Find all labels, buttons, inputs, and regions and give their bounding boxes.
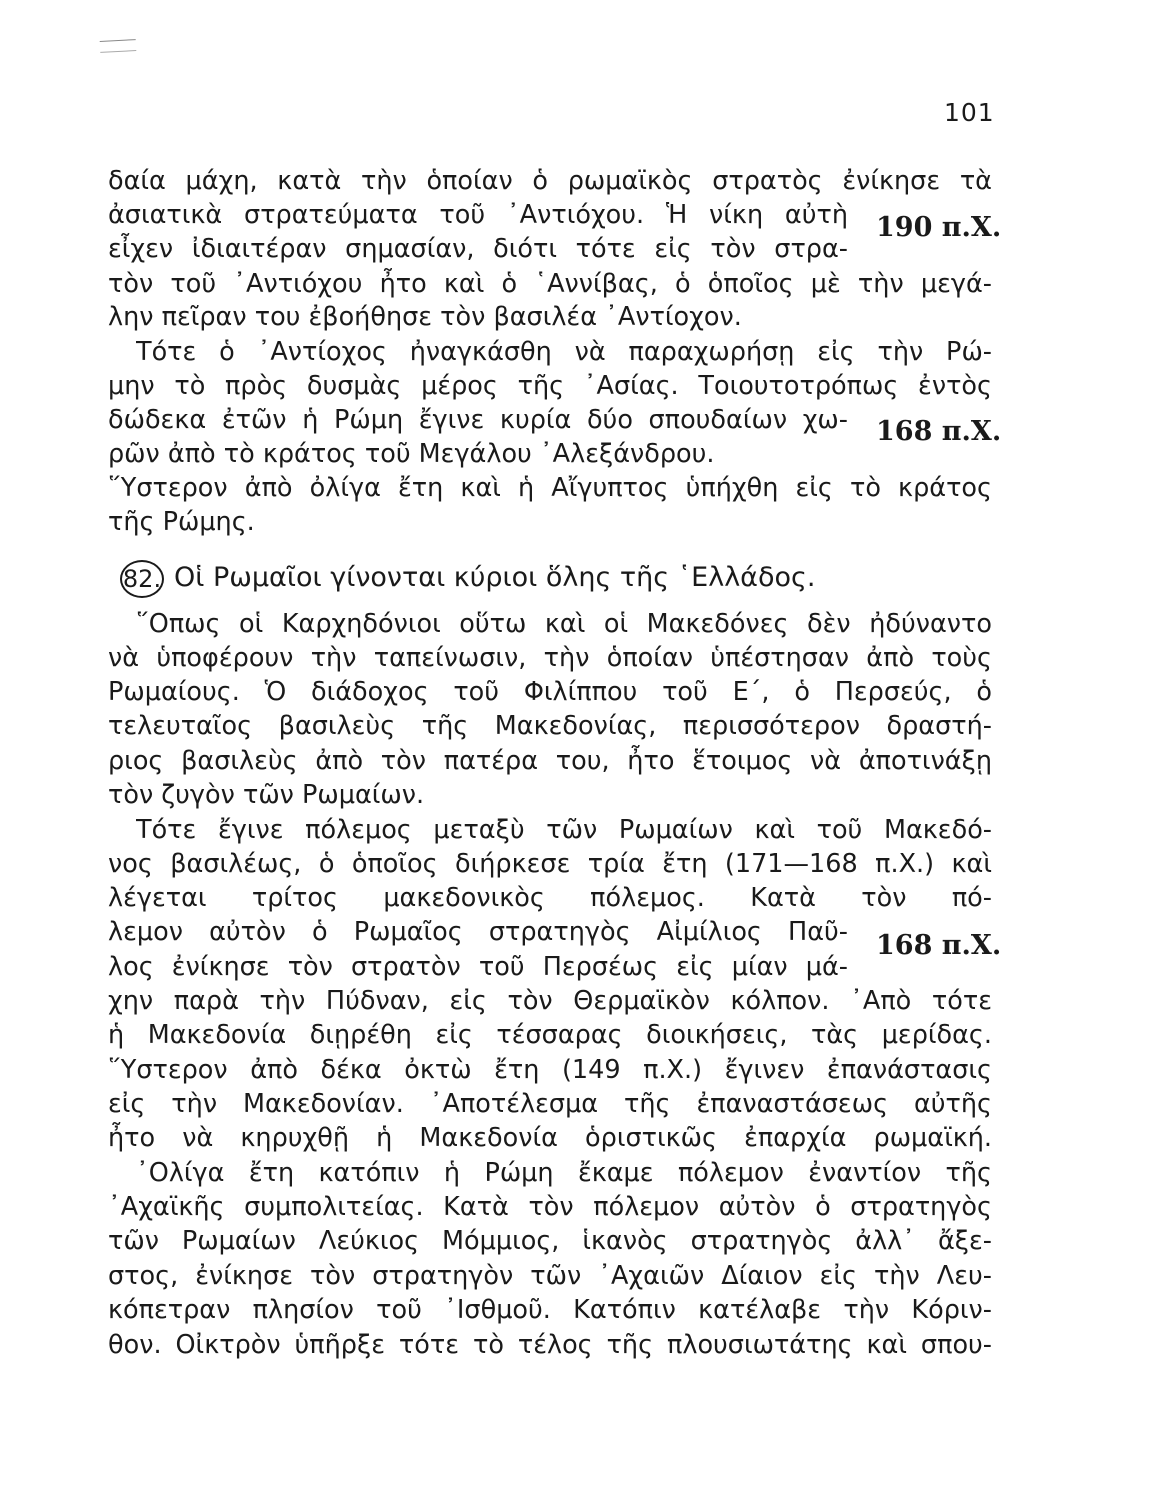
text-line: ἀσιατικὰ στρατεύματα τοῦ ᾿Αντιόχου. Ἡ νίκη αὐτὴ [108,200,848,230]
text-line: λην πεῖραν του ἐβοήθησε τὸν βασιλέα ᾿Αντίοχον. [108,302,742,332]
text-line: τὸν τοῦ ᾿Αντιόχου ἦτο καὶ ὁ ῾Αννίβας, ὁ ὁποῖος μὲ τὴν μεγά- [108,269,992,299]
text-line: στος, ἐνίκησε τὸν στρατηγὸν τῶν ᾿Αχαιῶν Δίαιον εἰς τὴν Λευ- [108,1261,992,1291]
text-line: δώδεκα ἐτῶν ἡ Ρώμη ἔγινε κυρία δύο σπουδαίων χω- [108,405,848,435]
text-line: εἶχεν ἰδιαιτέραν σημασίαν, διότι τότε εἰς τὸν στρα- [108,234,848,264]
text-line: τὸν ζυγὸν τῶν Ρωμαίων. [108,780,425,810]
text-line: ᾿Αχαϊκῆς συμπολιτείας. Κατὰ τὸν πόλεμον αὐτὸν ὁ στρατηγὸς [108,1192,992,1222]
text-line: τῆς Ρώμης. [108,507,255,537]
text-line: θον. Οἰκτρὸν ὑπῆρξε τότε τὸ τέλος τῆς πλουσιωτάτης καὶ σπου- [108,1330,992,1360]
section-title: Οἱ Ρωμαῖοι γίνονται κύριοι ὅλης τῆς ῾Ελλάδος. [174,562,816,593]
text-line: ῞Οπως οἱ Καρχηδόνιοι οὕτω καὶ οἱ Μακεδόνες δὲν ἠδύναντο [136,609,992,639]
section-number: 82. [120,560,164,598]
text-line: λεμον αὐτὸν ὁ Ρωμαῖος στρατηγὸς Αἰμίλιος Παῦ- [108,917,848,947]
text-line: ῞Υστερον ἀπὸ ὀλίγα ἔτη καὶ ἡ Αἴγυπτος ὑπήχθη εἰς τὸ κράτος [108,473,992,503]
text-line: δαία μάχη, κατὰ τὴν ὁποίαν ὁ ρωμαϊκὸς στρατὸς ἐνίκησε τὰ [108,166,992,196]
text-line: ριος βασιλεὺς ἀπὸ τὸν πατέρα του, ἦτο ἕτοιμος νὰ ἀποτινάξῃ [108,746,992,776]
margin-date: 190 π.Χ. [876,212,1002,243]
text-line: ᾿Ολίγα ἔτη κατόπιν ἡ Ρώμη ἔκαμε πόλεμον ἐναντίον τῆς [136,1158,992,1188]
text-line: τελευταῖος βασιλεὺς τῆς Μακεδονίας, περισσότερον δραστή- [108,711,992,741]
text-line: κόπετραν πλησίον τοῦ ᾿Ισθμοῦ. Κατόπιν κατέλαβε τὴν Κόριν- [108,1295,992,1325]
margin-date: 168 π.Χ. [876,416,1002,447]
page-number: 101 [944,98,995,127]
text-line: Τότε ὁ ᾿Αντίοχος ἠναγκάσθη νὰ παραχωρήσῃ εἰς τὴν Ρώ- [136,337,992,367]
section-heading [120,556,815,600]
text-line: ῞Υστερον ἀπὸ δέκα ὀκτὼ ἔτη (149 π.Χ.) ἔγινεν ἐπανάστασις [108,1055,992,1085]
text-line: ἡ Μακεδονία διῃρέθη εἰς τέσσαρας διοικήσεις, τὰς μερίδας. [108,1020,992,1050]
text-line: Τότε ἔγινε πόλεμος μεταξὺ τῶν Ρωμαίων καὶ τοῦ Μακεδό- [136,815,992,845]
margin-date: 168 π.Χ. [876,930,1002,961]
text-line: λος ἐνίκησε τὸν στρατὸν τοῦ Περσέως εἰς μίαν μά- [108,952,848,982]
text-line: λέγεται τρίτος μακεδονικὸς πόλεμος. Κατὰ τὸν πό- [108,883,992,913]
text-line: ἦτο νὰ κηρυχθῇ ἡ Μακεδονία ὁριστικῶς ἐπαρχία ρωμαϊκή. [108,1123,992,1153]
text-line: νος βασιλέως, ὁ ὁποῖος διήρκεσε τρία ἔτη (171—168 π.Χ.) καὶ [108,849,992,879]
scan-artifact-mark [100,39,137,53]
text-line: χην παρὰ τὴν Πύδναν, εἰς τὸν Θερμαϊκὸν κόλπον. ᾿Απὸ τότε [108,986,992,1016]
text-line: εἰς τὴν Μακεδονίαν. ᾿Αποτέλεσμα τῆς ἐπαναστάσεως αὐτῆς [108,1089,992,1119]
text-line: Ρωμαίους. Ὁ διάδοχος τοῦ Φιλίππου τοῦ Ε΄, ὁ Περσεύς, ὁ [108,677,992,707]
text-line: τῶν Ρωμαίων Λεύκιος Μόμμιος, ἱκανὸς στρατηγὸς ἀλλ᾿ ἄξε- [108,1226,992,1256]
text-line: μην τὸ πρὸς δυσμὰς μέρος τῆς ᾿Ασίας. Τοιουτοτρόπως ἐντὸς [108,371,992,401]
text-line: νὰ ὑποφέρουν τὴν ταπείνωσιν, τὴν ὁποίαν ὑπέστησαν ἀπὸ τοὺς [108,643,992,673]
text-line: ρῶν ἀπὸ τὸ κράτος τοῦ Μεγάλου ᾿Αλεξάνδρου. [108,439,715,469]
